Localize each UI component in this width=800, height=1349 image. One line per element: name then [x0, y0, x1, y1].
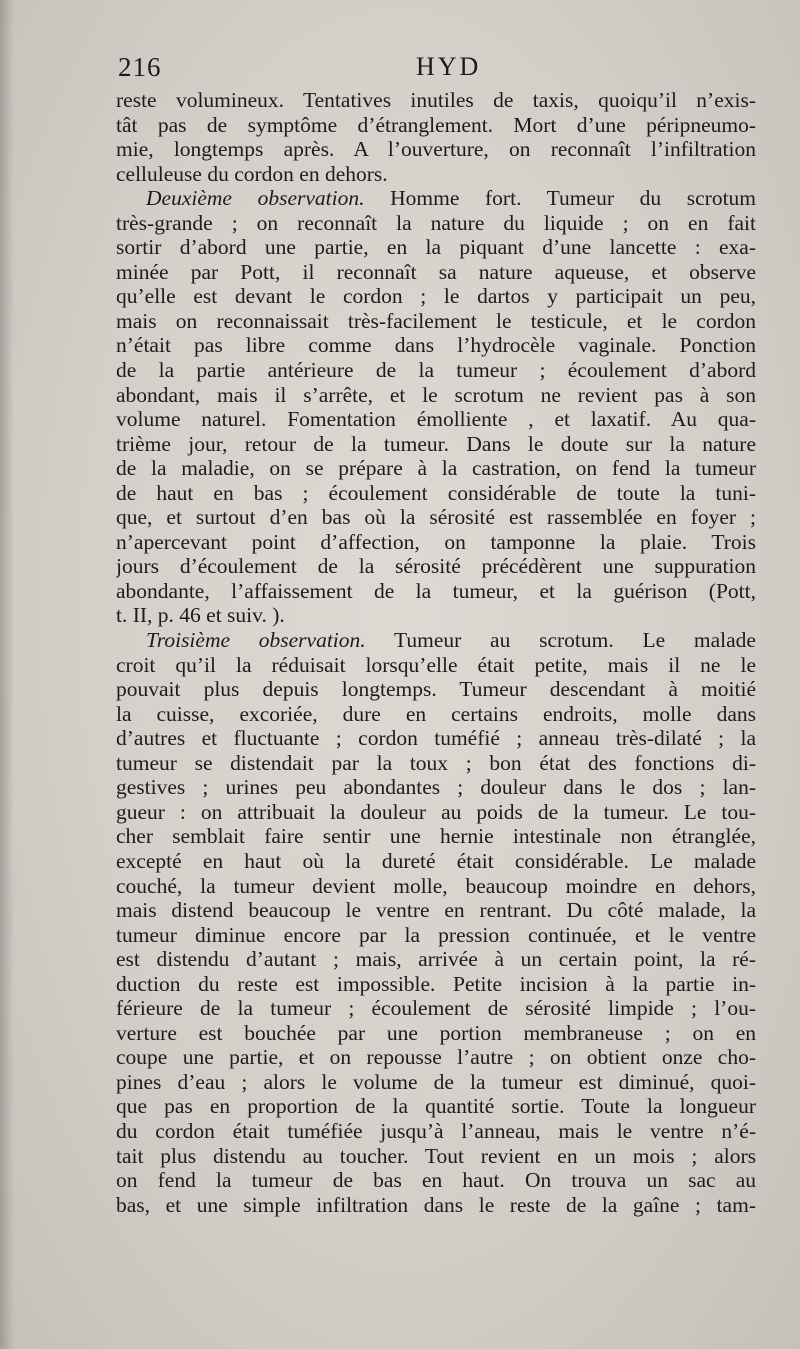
- page-number: 216: [118, 52, 162, 82]
- text-line: verture est bouchée par une portion membraneuse ; on en: [116, 1020, 756, 1045]
- text-line: on fend la tumeur de bas en haut. On trouva un sac au: [116, 1168, 756, 1193]
- text-line: n’était pas libre comme dans l’hydrocèle vaginale. Ponction: [116, 333, 756, 358]
- text-line: volume naturel. Fomentation émolliente , et laxatif. Au qua-: [116, 407, 756, 432]
- text-line: [116, 186, 756, 211]
- text-line: cher semblait faire sentir une hernie intestinale non étranglée,: [116, 824, 756, 849]
- page-body: [116, 88, 756, 1217]
- observation-heading: Deuxième observation.: [146, 186, 365, 211]
- text-line: que, et surtout d’en bas où la sérosité est rassemblée en foyer ;: [116, 505, 756, 530]
- text-line: abondante, l’affaissement de la tumeur, et la guérison (Pott,: [116, 578, 756, 603]
- text-line: d’autres et fluctuante ; cordon tuméfié ; anneau très-dilaté ; la: [116, 726, 756, 751]
- text-line-content: Tumeur au scrotum. Le malade: [394, 628, 756, 653]
- text-line: duction du reste est impossible. Petite incision à la partie in-: [116, 971, 756, 996]
- text-line: tait plus distendu au toucher. Tout revient en un mois ; alors: [116, 1143, 756, 1168]
- text-line: mais on reconnaissait très-facilement le testicule, et le cordon: [116, 308, 756, 333]
- text-line: couché, la tumeur devient molle, beaucoup moindre en dehors,: [116, 873, 756, 898]
- text-line: t. II, p. 46 et suiv. ).: [116, 603, 285, 628]
- text-line: férieure de la tumeur ; écoulement de sérosité limpide ; l’ou-: [116, 996, 756, 1021]
- text-line: de haut en bas ; écoulement considérable de toute la tuni-: [116, 480, 756, 505]
- text-line: du cordon était tuméfiée jusqu’à l’anneau, mais le ventre n’é-: [116, 1118, 756, 1143]
- text-line: est distendu d’autant ; mais, arrivée à un certain point, la ré-: [116, 947, 756, 972]
- running-head: HYD: [416, 52, 482, 81]
- page-header: [118, 52, 758, 88]
- text-line: n’apercevant point d’affection, on tamponne la plaie. Trois: [116, 529, 756, 554]
- text-line: bas, et une simple infiltration dans le reste de la gaîne ; tam-: [116, 1192, 756, 1217]
- text-line: gueur : on attribuait la douleur au poids de la tumeur. Le tou-: [116, 799, 756, 824]
- text-line: sortir d’abord une partie, en la piquant d’une lancette : exa-: [116, 235, 756, 260]
- text-line: de la maladie, on se prépare à la castration, on fend la tumeur: [116, 456, 756, 481]
- text-line: trième jour, retour de la tumeur. Dans le doute sur la nature: [116, 431, 756, 456]
- text-line: très-grande ; on reconnaît la nature du liquide ; on en fait: [116, 210, 756, 235]
- text-line: la cuisse, excoriée, dure en certains endroits, molle dans: [116, 701, 756, 726]
- text-line: pines d’eau ; alors le volume de la tumeur est diminué, quoi-: [116, 1069, 756, 1094]
- text-line: celluleuse du cordon en dehors.: [116, 161, 388, 186]
- text-line-content: Homme fort. Tumeur du scrotum: [390, 186, 756, 211]
- text-line: gestives ; urines peu abondantes ; douleur dans le dos ; lan-: [116, 775, 756, 800]
- text-line: abondant, mais il s’arrête, et le scrotum ne revient pas à son: [116, 382, 756, 407]
- text-line: excepté en haut où la dureté était considérable. Le malade: [116, 848, 756, 873]
- text-line: jours d’écoulement de la sérosité précédèrent une suppuration: [116, 554, 756, 579]
- text-line: croit qu’il la réduisait lorsqu’elle était petite, mais il ne le: [116, 652, 756, 677]
- text-line: [116, 628, 756, 653]
- text-line: tumeur se distendait par la toux ; bon état des fonctions di-: [116, 750, 756, 775]
- text-line: pouvait plus depuis longtemps. Tumeur descendant à moitié: [116, 677, 756, 702]
- text-line: reste volumineux. Tentatives inutiles de taxis, quoiqu’il n’exis-: [116, 88, 756, 112]
- text-line: tumeur diminue encore par la pression continuée, et le ventre: [116, 922, 756, 947]
- text-line: minée par Pott, il reconnaît sa nature aqueuse, et observe: [116, 259, 756, 284]
- text-line: mie, longtemps après. A l’ouverture, on reconnaît l’infiltration: [116, 137, 756, 162]
- text-line: que pas en proportion de la quantité sortie. Toute la longueur: [116, 1094, 756, 1119]
- text-line: coupe une partie, et on repousse l’autre ; on obtient onze cho-: [116, 1045, 756, 1070]
- text-line: mais distend beaucoup le ventre en rentrant. Du côté malade, la: [116, 898, 756, 923]
- observation-heading: Troisième observation.: [146, 628, 366, 653]
- text-line: de la partie antérieure de la tumeur ; écoulement d’abord: [116, 358, 756, 383]
- text-line: qu’elle est devant le cordon ; le dartos y participait un peu,: [116, 284, 756, 309]
- text-line: tât pas de symptôme d’étranglement. Mort d’une péripneumo-: [116, 112, 756, 137]
